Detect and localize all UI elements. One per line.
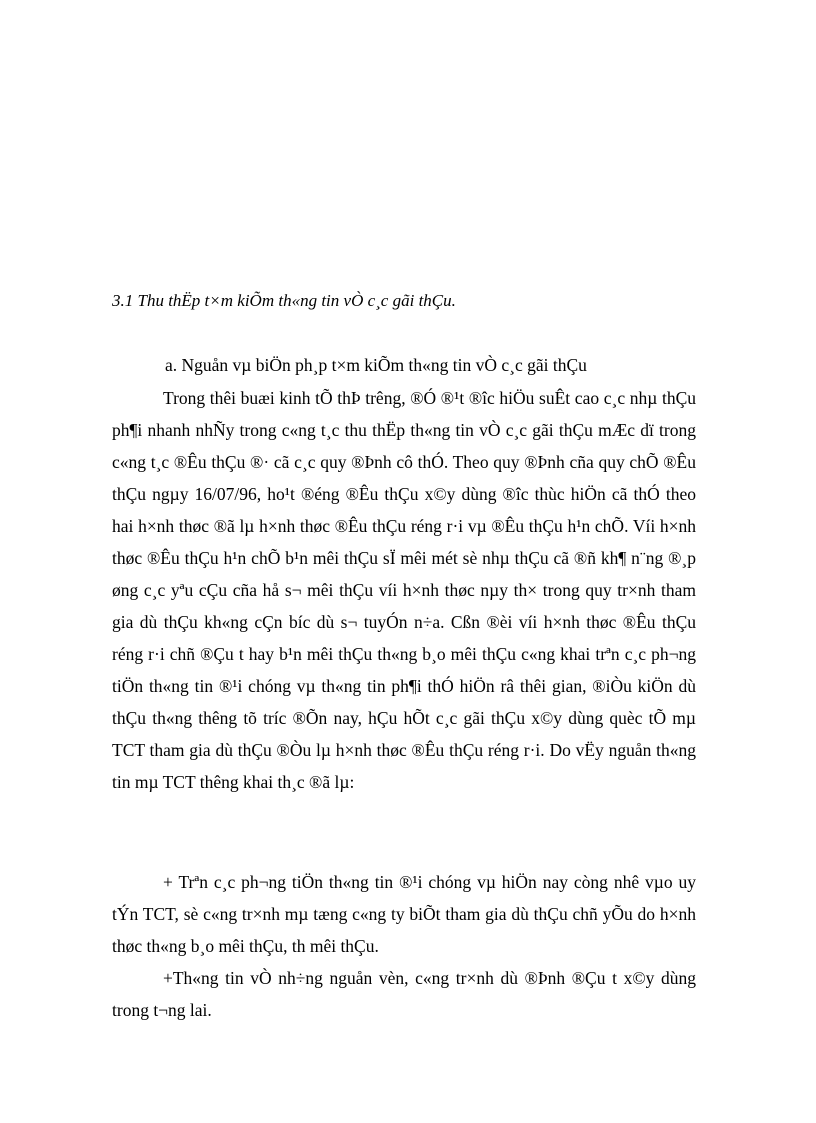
subsection-heading: a. Nguån vµ biÖn ph¸p t×m kiÕm th«ng tin vÒ c¸c gãi thÇu [165,355,587,375]
section-heading: 3.1 Thu thËp t×m kiÕm th«ng tin vÒ c¸c gãi thÇu. [112,291,456,310]
body-paragraph-2: + Trªn c¸c ph¬ng tiÖn th«ng tin ®¹i chóng vµ hiÖn nay còng nhê vµo uy tÝn TCT, sè c«ng tr×nh mµ tæng c«ng ty biÕt tham gia dù thÇu chñ yÕu do h×nh thøc th«ng b¸o mêi thÇu, th mêi thÇu. [112,872,696,956]
body-paragraph-1: Trong thêi buæi kinh tÕ thÞ trêng, ®Ó ®¹t ®îc hiÖu suÊt cao c¸c nhµ thÇu ph¶i nhanh nhÑy trong c«ng t¸c thu thËp th«ng tin vÒ c¸c gãi thÇu mÆc dï trong c«ng t¸c ®Êu thÇu ®· cã c¸c quy ®Þnh cô thÓ. Theo quy ®Þnh cña quy chÕ ®Êu thÇu ngµy 16/07/96, ho¹t ®éng ®Êu thÇu x©y dùng ®îc thùc hiÖn cã thÓ theo hai h×nh thøc ®ã lµ h×nh thøc ®Êu thÇu réng r·i vµ ®Êu thÇu h¹n chÕ. Víi h×nh thøc ®Êu thÇu h¹n chÕ b¹n mêi thÇu sÏ mêi mét sè nhµ thÇu cã ®ñ kh¶ n¨ng ®¸p øng c¸c yªu cÇu cña hå s¬ mêi thÇu víi h×nh thøc nµy th× trong quy tr×nh tham gia dù thÇu kh«ng cÇn bíc dù s¬ tuyÓn n÷a. Cßn ®èi víi h×nh thøc ®Êu thÇu réng r·i chñ ®Çu t hay b¹n mêi thÇu th«ng b¸o mêi thÇu c«ng khai trªn c¸c ph¬ng tiÖn th«ng tin ®¹i chóng vµ th«ng tin ph¶i thÓ hiÖn râ thêi gian, ®iÒu kiÖn dù thÇu th«ng thêng tõ tríc ®Õn nay, hÇu hÕt c¸c gãi thÇu x©y dùng quèc tÕ mµ TCT tham gia dù thÇu ®Òu lµ h×nh thøc ®Êu thÇu réng r·i. Do vËy nguån th«ng tin mµ TCT thêng khai th¸c ®ã lµ: [112,388,696,792]
body-paragraph-3: +Th«ng tin vÒ nh÷ng nguån vèn, c«ng tr×nh dù ®Þnh ®Çu t x©y dùng trong t¬ng lai. [112,968,696,1020]
